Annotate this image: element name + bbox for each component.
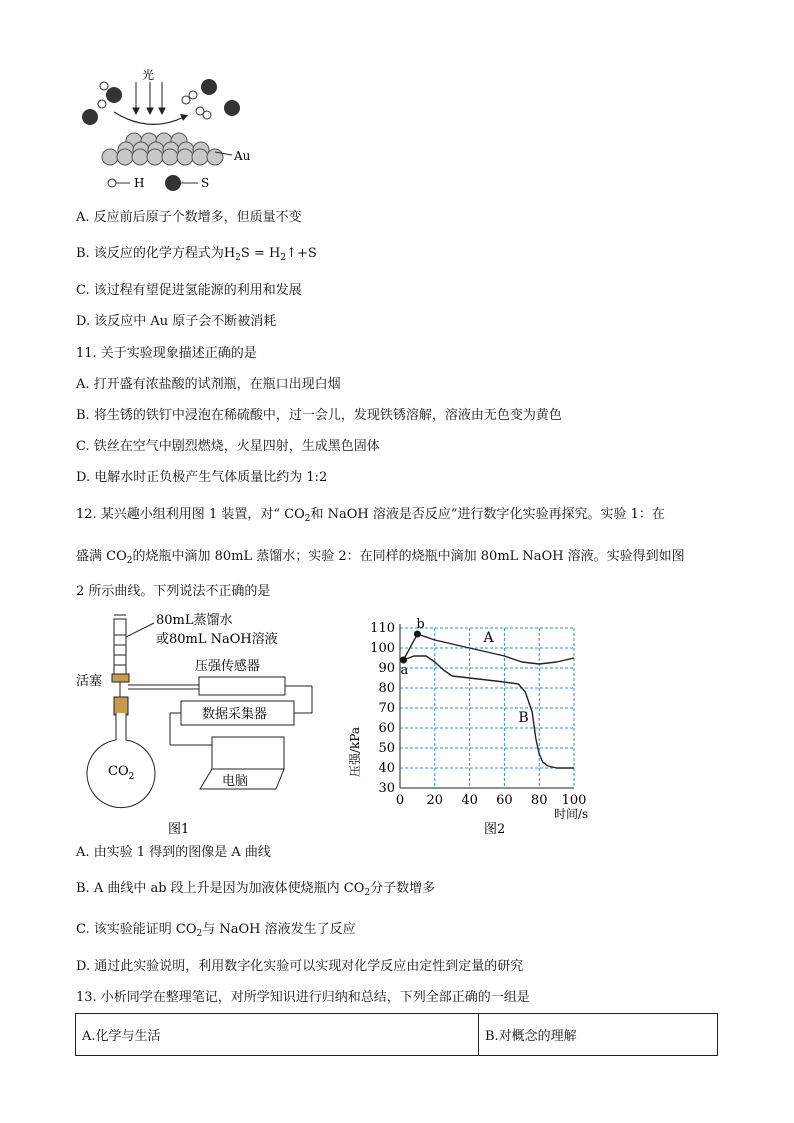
h-atom-icon: [182, 96, 190, 104]
data-collector-label: 数据采集器: [202, 707, 268, 722]
q12-option-c-text: 与 NaOH 溶液发生了反应: [202, 922, 356, 937]
q13-cell-b: B.对概念的理解: [479, 1014, 718, 1056]
y-tick-label: 110: [370, 621, 395, 636]
y-tick-label: 30: [378, 781, 395, 796]
q12-option-d: D. 通过此实验说明，利用数字化实验可以实现对化学反应由定性到定量的研究: [76, 959, 524, 974]
q10-eq-tail: ↑+S: [286, 246, 317, 261]
y-tick-label: 80: [378, 681, 395, 696]
point-label-a: a: [400, 663, 409, 678]
fig1-caption: 图1: [168, 822, 190, 837]
series-line-B: [404, 656, 575, 768]
q12-option-c: [76, 921, 356, 943]
light-arrows-icon: [133, 82, 165, 114]
q12-stem-text: 盛满 CO: [76, 549, 127, 564]
table-row: [76, 1014, 718, 1056]
apparatus-figure: [72, 605, 342, 840]
q11-option-a: A. 打开盛有浓盐酸的试剂瓶，在瓶口出现白烟: [76, 377, 341, 392]
y-tick-label: 70: [378, 701, 395, 716]
q10-eq-sub: 2: [235, 253, 241, 263]
point-label-b: b: [416, 617, 425, 632]
gold-label: Au: [234, 149, 251, 163]
h-atom-icon: [203, 111, 211, 119]
q12-option-b-text: B. A 曲线中 ab 段上升是因为加液体使烧瓶内 CO: [76, 881, 365, 896]
subscript: 2: [196, 929, 203, 939]
q10-option-b: [76, 245, 317, 267]
q10-eq-h: H: [223, 246, 236, 261]
s-atom-icon: [224, 100, 240, 116]
q12-option-a: A. 由实验 1 得到的图像是 A 曲线: [76, 845, 271, 860]
s-atom-icon: [82, 109, 98, 125]
h-legend-label: H: [134, 176, 145, 190]
computer-label: 电脑: [222, 774, 249, 789]
y-tick-label: 100: [370, 641, 395, 656]
x-tick-label: 0: [395, 793, 405, 808]
q12-stem-line2: [76, 548, 685, 570]
flask-gas-sub: 2: [128, 772, 135, 782]
h-legend-icon: [108, 179, 116, 187]
q12-stem-text: 和 NaOH 溶液是否反应”进行数字化实验再探究。实验 1：在: [310, 507, 665, 522]
q10-eq-mid: S = H: [240, 246, 281, 261]
x-tick-label: 20: [426, 793, 444, 808]
liquid-label-1: 80mL蒸馏水: [156, 613, 233, 628]
q12-option-b-text: 分子数增多: [370, 881, 436, 896]
q10-option-d: D. 该反应中 Au 原子会不断被消耗: [76, 314, 277, 329]
q12-stem-line3: 2 所示曲线。下列说法不正确的是: [76, 584, 271, 599]
q13-cell-a: A.化学与生活: [76, 1014, 479, 1056]
computer-screen: [212, 737, 284, 769]
x-axis-label: 时间/s: [554, 807, 589, 821]
series-label-B: B: [518, 710, 529, 726]
y-tick-label: 90: [378, 661, 395, 676]
q10-eq-sub: 2: [280, 253, 287, 263]
q12-option-c-text: C. 该实验能证明 CO: [76, 922, 197, 937]
pressure-sensor-box: [199, 677, 285, 695]
q12-stem-text: 12. 某兴趣小组利用图 1 装置，对“ CO: [76, 507, 305, 522]
series-label-A: A: [483, 630, 494, 646]
h-atom-icon: [98, 100, 106, 108]
y-axis-label: 压强/kPa: [348, 726, 362, 778]
flask-gas-text: CO: [108, 764, 129, 779]
y-tick-label: 60: [378, 721, 395, 736]
y-tick-labels: [370, 621, 395, 796]
q11-option-c: C. 铁丝在空气中剧烈燃烧，火星四射，生成黑色固体: [76, 439, 380, 454]
pressure-chart: [342, 610, 622, 840]
gold-catalysis-figure: [74, 62, 274, 192]
x-tick-labels: [396, 793, 587, 808]
subscript: 2: [126, 556, 133, 566]
h-atom-icon: [100, 82, 108, 90]
stopper-icon: [114, 697, 128, 715]
valve-icon: [112, 674, 129, 682]
chart-grid: [400, 624, 574, 788]
x-tick-label: 40: [461, 793, 478, 808]
gold-surface: [102, 133, 223, 165]
q11-stem: 11. 关于实验现象描述正确的是: [76, 346, 257, 361]
q12-option-b: [76, 880, 435, 902]
y-tick-label: 50: [378, 741, 395, 756]
q10-option-b-prefix: B. 该反应的化学方程式为: [76, 246, 224, 261]
y-tick-label: 40: [378, 761, 395, 776]
q10-option-c: C. 该过程有望促进氢能源的利用和发展: [76, 283, 302, 298]
q11-option-d: D. 电解水时正负极产生气体质量比约为 1:2: [76, 470, 328, 485]
valve-label: 活塞: [76, 674, 103, 689]
burette: [114, 615, 126, 697]
x-tick-label: 100: [561, 793, 587, 808]
light-label: 光: [142, 68, 155, 82]
liquid-pointer: [126, 623, 154, 637]
x-tick-label: 60: [496, 793, 513, 808]
chart-series: [404, 630, 575, 768]
liquid-label-2: 或80mL NaOH溶液: [156, 632, 278, 647]
curved-arrow-icon: [114, 112, 184, 124]
curved-arrowhead-icon: [180, 114, 188, 121]
s-legend-label: S: [201, 176, 210, 190]
s-atom-icon: [106, 87, 122, 103]
subscript: 2: [304, 514, 311, 524]
q12-stem-text: 的烧瓶中滴加 80mL 蒸馏水；实验 2：在同样的烧瓶中滴加 80mL NaOH 溶液。实验得到如图: [132, 549, 685, 564]
s-legend-icon: [165, 175, 181, 191]
s-atom-icon: [201, 79, 217, 95]
q13-table: [75, 1013, 718, 1056]
q11-option-b: B. 将生锈的铁钉中浸泡在稀硫酸中，过一会儿，发现铁锈溶解，溶液由无色变为黄色: [76, 408, 562, 423]
subscript: 2: [364, 888, 371, 898]
q13-stem: 13. 小析同学在整理笔记，对所学知识进行归纳和总结，下列全部正确的一组是: [76, 990, 530, 1005]
h-atom-icon: [189, 91, 197, 99]
fig2-caption: 图2: [484, 822, 506, 837]
pressure-sensor-label: 压强传感器: [195, 659, 261, 674]
q10-option-a: A. 反应前后原子个数增多，但质量不变: [76, 210, 302, 225]
x-tick-label: 80: [530, 793, 548, 808]
flask-icon: [87, 713, 155, 808]
q12-stem-line1: [76, 506, 665, 528]
